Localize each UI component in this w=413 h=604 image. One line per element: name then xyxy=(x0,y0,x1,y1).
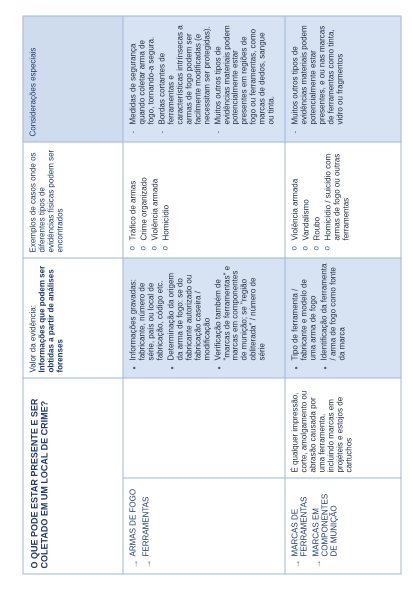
row1-value xyxy=(123,258,285,378)
table-row xyxy=(123,16,285,574)
header-what-present: O QUE PODE ESTAR PRESENTE E SER COLETADO EM UM LOCAL DE CRIME? xyxy=(23,378,123,574)
row2-description: É qualquer impressão, corte, amolgamento ou abrasão causada por uma ferramenta, incluindo marcas em projéteis e estojos de cartuchos xyxy=(285,378,401,478)
list-item: • Verificação também de "marcas de ferramentas" e marcas em componentes de munição; se "região obliterada" / número de série xyxy=(214,263,268,360)
list-item: o Tráfico de armas xyxy=(129,147,138,240)
list-item: • Determinação da origem da arma de fogo: se do fabricante autorizado ou fabricação caseira / modificação xyxy=(167,263,212,360)
table-row xyxy=(285,16,401,574)
list-item: o Violência armada xyxy=(151,147,160,240)
list-item: → ARMAS DE FOGO xyxy=(128,488,139,568)
list-item: • Tipo de ferramenta / fabricante e modelo de uma arma de fogo xyxy=(291,263,318,360)
list-item: - Medidas de segurança quando coletar arma de fogo, tornando-a segura. xyxy=(129,21,156,124)
list-item: → MARCAS DE FERRAMENTAS xyxy=(290,496,309,568)
list-item: • Identificação da ferramenta / arma de fogo como fonte da marca xyxy=(320,263,347,360)
row2-cases xyxy=(285,142,401,258)
list-item: o Homicídio / suicídio com armas de fogo ou outras ferramentas xyxy=(324,147,351,240)
arrow-right-icon: → xyxy=(129,559,139,568)
list-item: o Roubo xyxy=(313,147,322,240)
evidence-table xyxy=(22,15,401,574)
row2-special xyxy=(285,16,401,142)
row2-items xyxy=(285,478,401,574)
arrow-right-icon: → xyxy=(312,559,323,568)
arrow-right-icon: → xyxy=(142,559,153,568)
row1-special xyxy=(123,16,285,142)
list-item: • Informações gravadas: fabricante, número de série, país ou local de fabricação, código etc. xyxy=(129,263,165,360)
list-item: o Violência armada xyxy=(291,147,300,240)
row1-description xyxy=(123,378,285,478)
list-item: → FERRAMENTAS xyxy=(141,496,153,568)
header-special-considerations: Considerações especiais xyxy=(23,16,123,142)
header-case-examples: Exemplos de casos onde os diferentes tipos de evidências físicas podem ser encontrados xyxy=(23,142,123,258)
list-item: o Crime organizado xyxy=(140,147,149,240)
list-item: o Homicídio xyxy=(162,147,171,240)
list-item: o Vandalismo xyxy=(302,147,311,240)
header-evidence-value: Valor da evidência: Informações que podem ser obtidas a partir de análises forenses xyxy=(23,258,123,378)
row1-items xyxy=(123,478,285,574)
row1-cases xyxy=(123,142,285,258)
arrow-right-icon: → xyxy=(291,559,302,568)
list-item: - Muitos outros tipos de evidências materiais podem potencialmente estar presentes, e ou nas marcas de ferramentas como tinta, vidro ou fragmentos xyxy=(291,21,345,124)
list-item: - Bordas cortantes de ferramentas e características intrínsecas a armas de fogo podem ser facilmente modificadas (e necessitam ser protegidas). xyxy=(158,21,212,124)
row2-value xyxy=(285,258,401,378)
list-item: - Muitos outros tipos de evidências materiais podem potencialmente estar presentes em regiões de fogo ou ferramentas, como marcas de dedos, sangue ou tinta. xyxy=(214,21,277,124)
list-item: → MARCAS EM COMPONENTES DE MUNIÇÃO xyxy=(311,493,339,568)
